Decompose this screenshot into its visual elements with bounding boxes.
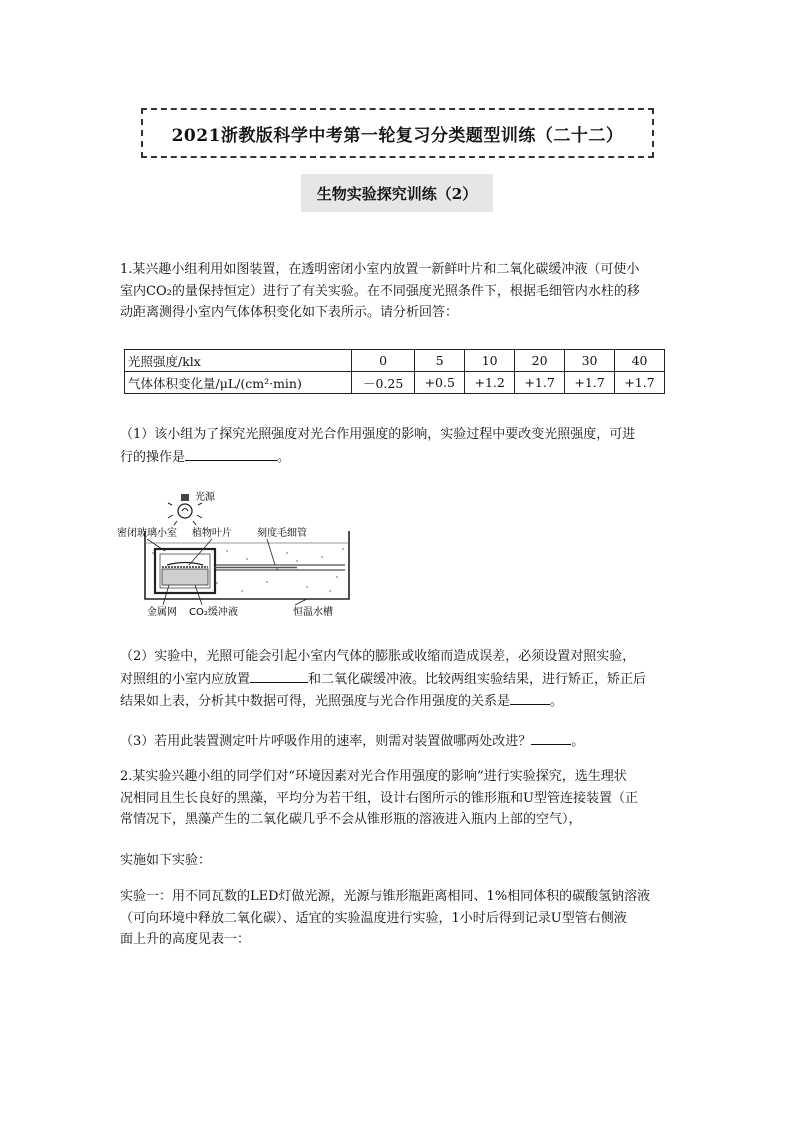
answer-blank[interactable] bbox=[185, 446, 277, 461]
table-row bbox=[125, 372, 665, 394]
table-cell: －0.25 bbox=[352, 372, 415, 394]
document-title-box bbox=[141, 108, 654, 158]
table-cell: +0.5 bbox=[415, 372, 465, 394]
q1-part1-line: （1）该小组为了探究光照强度对光合作用强度的影响，实验过程中要改变光照强度，可进 bbox=[120, 427, 636, 442]
table-cell: 30 bbox=[565, 350, 615, 372]
q1-part3 bbox=[120, 730, 678, 753]
table-cell: +1.7 bbox=[565, 372, 615, 394]
q2-intro-line: 况相同且生长良好的黑藻，平均分为若干组，设计右图所示的锥形瓶和U型管连接装置（正 bbox=[120, 790, 638, 806]
q1-intro-line: 室内CO₂的量保持恒定）进行了有关实验。在不同强度光照条件下，根据毛细管内水柱的移 bbox=[120, 283, 640, 299]
q2-exp1-line: （可向环境中释放二氧化碳）、适宜的实验温度进行实验，1小时后得到记录U型管右侧液 bbox=[120, 910, 627, 926]
q1-intro-line: 1.某兴趣小组利用如图装置，在透明密闭小室内放置一新鲜叶片和二氧化碳缓冲液（可使小 bbox=[120, 262, 640, 277]
q2-exp1-line: 面上升的高度见表一： bbox=[120, 932, 251, 947]
section-subtitle: 生物实验探究训练（2） bbox=[316, 184, 478, 203]
figure-label-metal-net: 金属网 bbox=[147, 607, 177, 618]
q2-implement-line: 实施如下实验： bbox=[120, 853, 212, 868]
q2-intro-line: 2.某实验兴趣小组的同学们对“环境因素对光合作用强度的影响”进行实验探究，选生理状 bbox=[120, 769, 627, 784]
table-cell: 5 bbox=[415, 350, 465, 372]
q1-part2-line: 对照组的小室内应放置 和二氧化碳缓冲液。比较两组实验结果，进行矫正，矫正后 bbox=[120, 668, 678, 691]
q1-intro bbox=[120, 259, 678, 324]
q1-part1 bbox=[120, 424, 678, 468]
q2-intro-line: 常情况下，黑藻产生的二氧化碳几乎不会从锥形瓶的溶液进入瓶内上部的空气）， bbox=[120, 812, 582, 827]
table-cell: +1.7 bbox=[515, 372, 565, 394]
sealed-chamber-icon bbox=[155, 549, 215, 593]
apparatus-diagram bbox=[117, 487, 367, 622]
q1-part1-line: 行的操作是 。 bbox=[120, 446, 678, 469]
answer-blank[interactable] bbox=[510, 690, 550, 705]
table-cell: 0 bbox=[352, 350, 415, 372]
table-row bbox=[125, 350, 665, 372]
q1-data-table bbox=[124, 349, 665, 394]
q2-experiment1 bbox=[120, 886, 678, 951]
q1-part2 bbox=[120, 646, 678, 713]
q1-part2-line: 结果如上表，分析其中数据可得，光照强度与光合作用强度的关系是 。 bbox=[120, 690, 678, 713]
table-cell: 40 bbox=[615, 350, 665, 372]
figure-label-capillary: 刻度毛细管 bbox=[257, 528, 307, 539]
document-title: 2021浙教版科学中考第一轮复习分类题型训练（二十二） bbox=[171, 125, 624, 146]
table-row-header: 光照强度/klx bbox=[125, 350, 352, 372]
answer-blank[interactable] bbox=[531, 730, 571, 745]
table-cell: +1.2 bbox=[465, 372, 515, 394]
capillary-tube-icon bbox=[215, 565, 345, 570]
q1-intro-line: 动距离测得小室内气体体积变化如下表所示。请分析回答： bbox=[120, 305, 459, 320]
table-cell: 20 bbox=[515, 350, 565, 372]
figure-label-light-source: 光源 bbox=[195, 492, 215, 503]
table-cell: 10 bbox=[465, 350, 515, 372]
figure-label-co2-buffer: CO₂缓冲液 bbox=[189, 607, 238, 618]
table-cell: +1.7 bbox=[615, 372, 665, 394]
table-row-header: 气体体积变化量/μL/(cm²·min) bbox=[125, 372, 352, 394]
q2-exp1-line: 实验一：用不同瓦数的LED灯做光源，光源与锥形瓶距离相同、1%相同体积的碳酸氢钠溶液 bbox=[120, 889, 651, 904]
figure-label-plant-leaf: 植物叶片 bbox=[192, 528, 232, 539]
q2-intro bbox=[120, 766, 678, 831]
figure-label-water-tank: 恒温水槽 bbox=[293, 607, 333, 618]
answer-blank[interactable] bbox=[250, 668, 308, 683]
figure-label-sealed-room: 密闭玻璃小室 bbox=[117, 528, 177, 539]
q1-part2-line: （2）实验中，光照可能会引起小室内气体的膨胀或收缩而造成误差，必须设置对照实验， bbox=[120, 649, 636, 664]
q1-part3-line: （3）若用此装置测定叶片呼吸作用的速率，则需对装置做哪两处改进？ 。 bbox=[120, 730, 678, 753]
q2-implement bbox=[120, 850, 678, 872]
apparatus-figure bbox=[117, 487, 367, 622]
section-subtitle-box bbox=[301, 174, 493, 212]
